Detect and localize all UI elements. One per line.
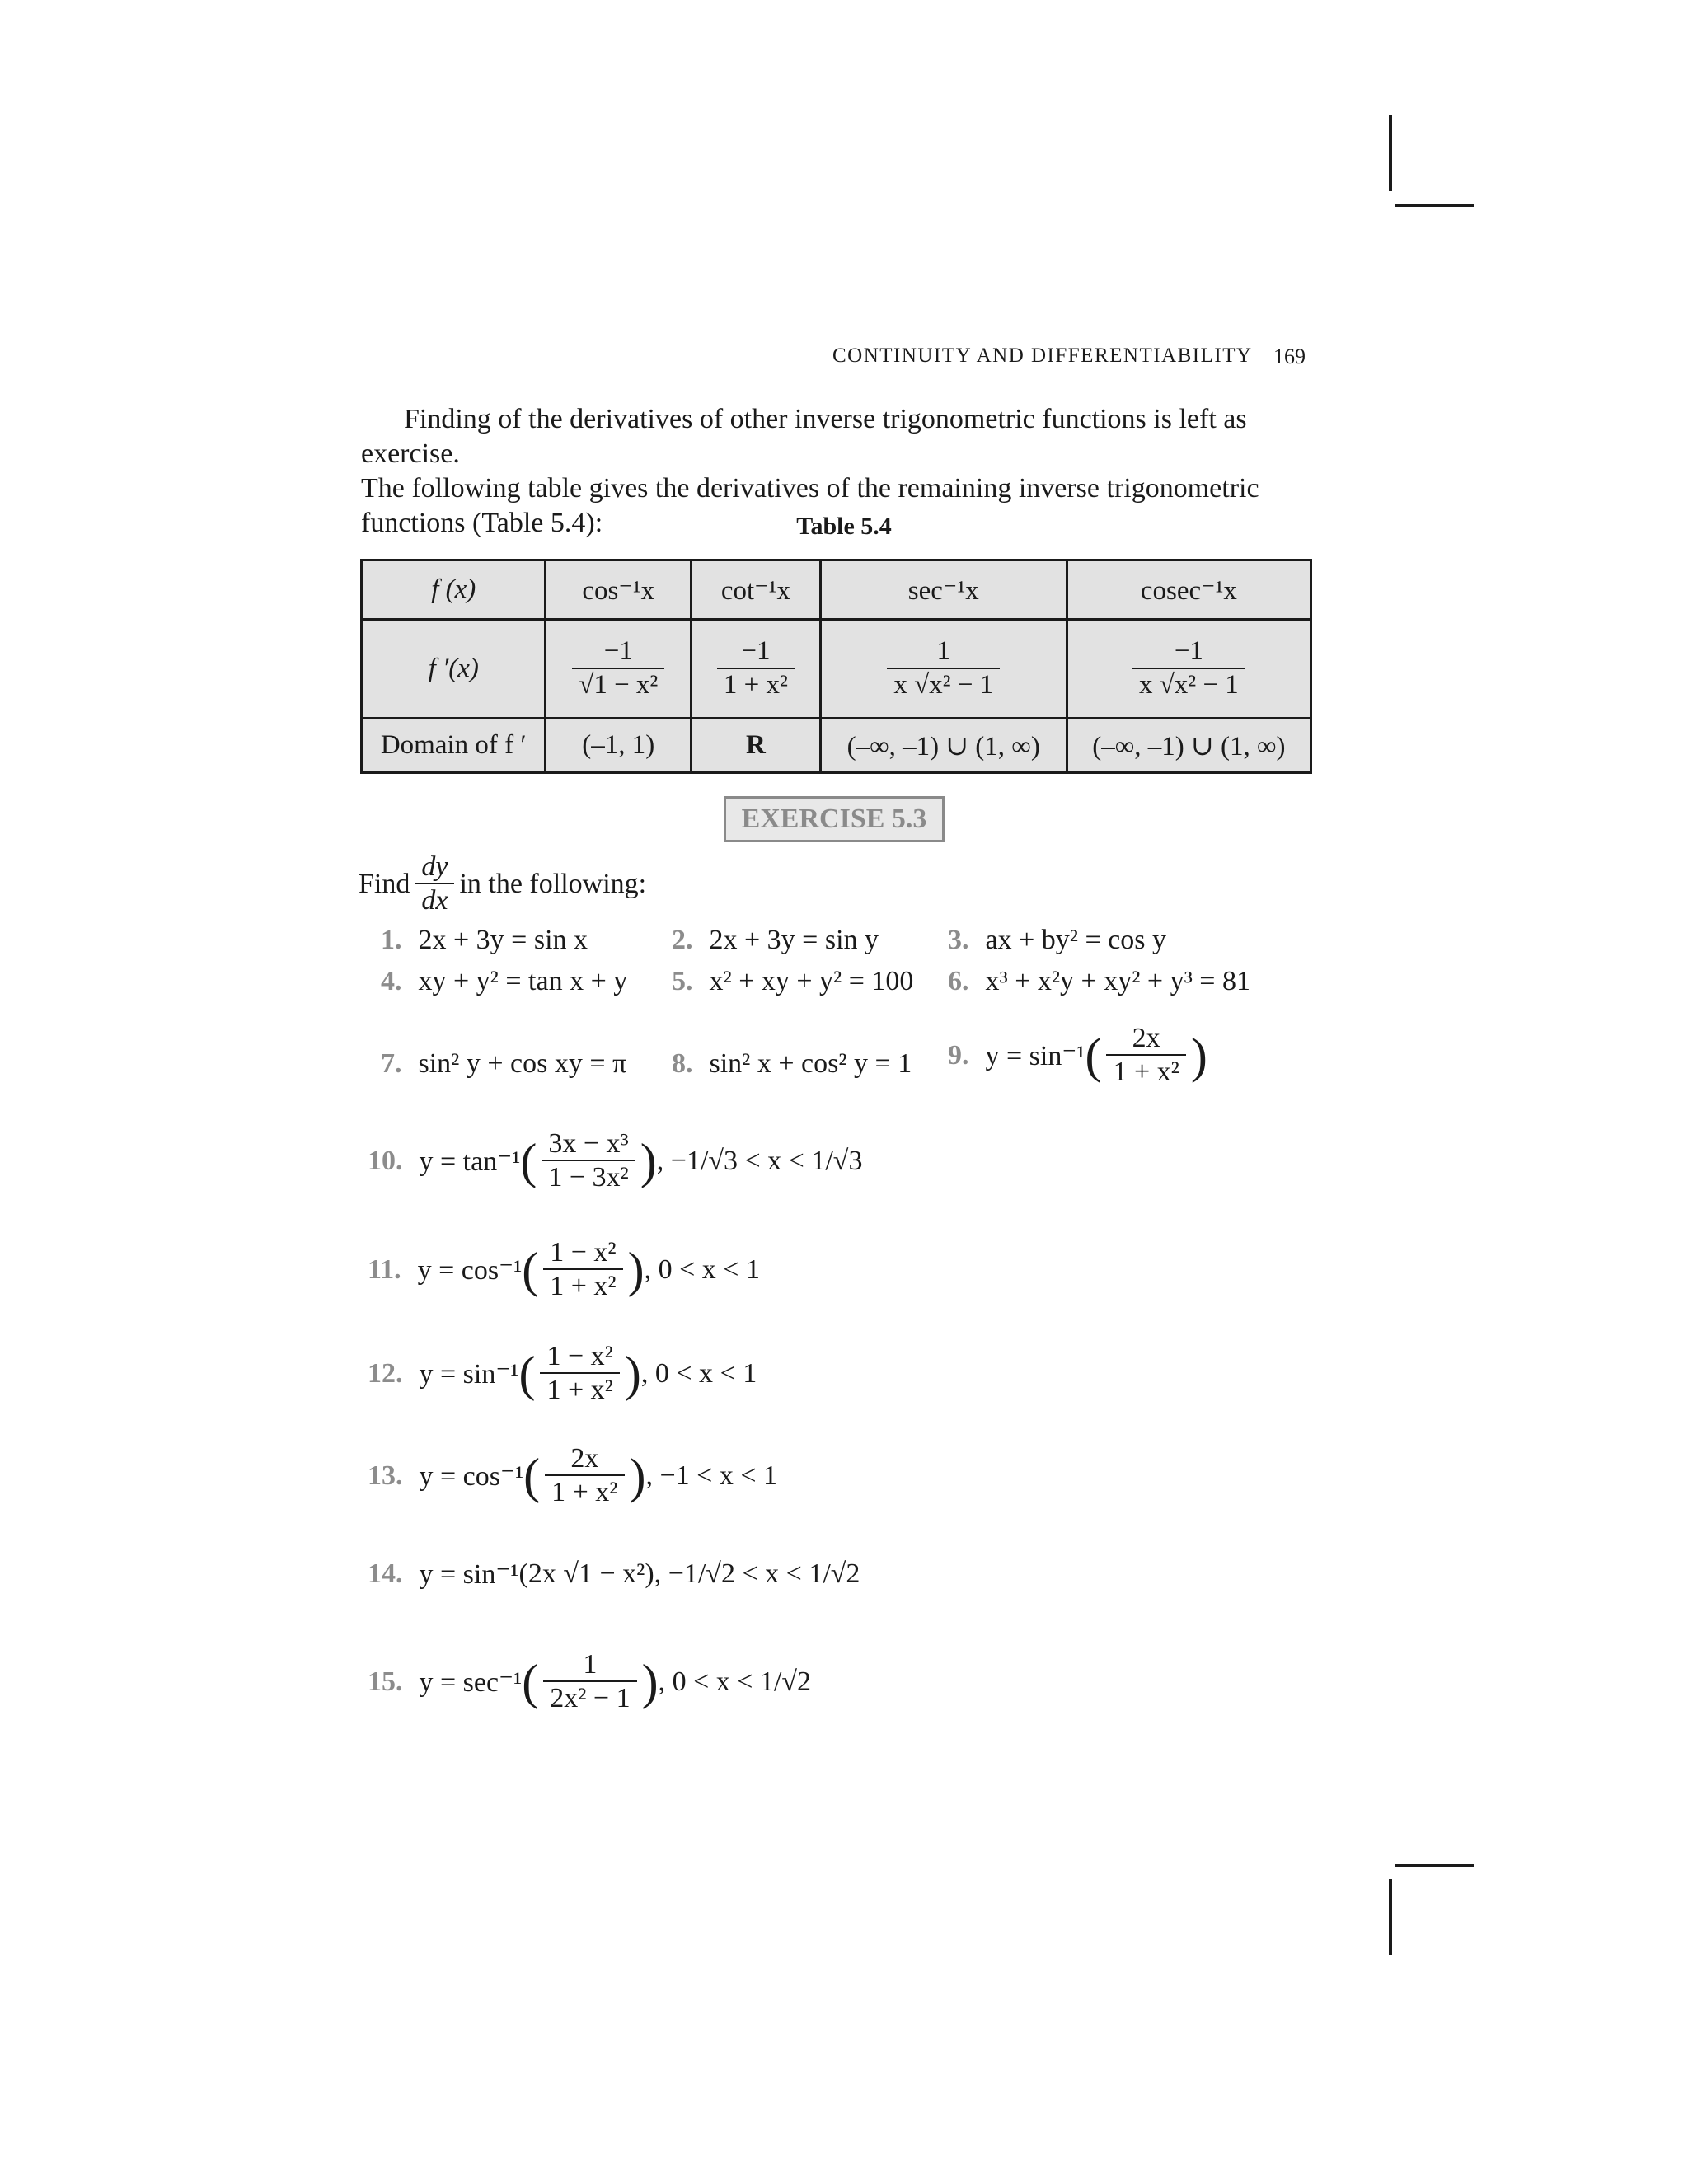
row-label: f (x)	[362, 560, 546, 620]
prompt-rest: in the following:	[459, 868, 647, 899]
table-cell: (–∞, –1) ∪ (1, ∞)	[820, 719, 1067, 773]
table-cell: cot⁻¹x	[692, 560, 821, 620]
crop-mark	[1395, 204, 1474, 207]
exercise-prompt	[359, 851, 646, 918]
table-cell: cos⁻¹x	[546, 560, 692, 620]
question-3: 3. ax + by² = cos y	[948, 925, 1166, 955]
table-cell: (–∞, –1) ∪ (1, ∞)	[1067, 719, 1311, 773]
question-11: 11. y = cos⁻¹ ( $\frac{\text{1 − x²}}{\text{1 + x²}}$ ) , 0 < x < 1	[368, 1236, 760, 1304]
table-cell	[546, 620, 692, 719]
dy-dx-fraction: $\frac{dy}{dx}$	[415, 851, 454, 918]
question-1: 1. 2x + 3y = sin x	[381, 925, 588, 955]
table-row	[362, 620, 1311, 719]
crop-mark	[1395, 1864, 1474, 1867]
table-cell: (–1, 1)	[546, 719, 692, 773]
question-9: 9. y = sin⁻¹ ( $\frac{2x}{\text{1 + x²}}$ )	[948, 1022, 1207, 1090]
question-8: 8. sin² x + cos² y = 1	[672, 1048, 912, 1079]
table-cell: cosec⁻¹x	[1067, 560, 1311, 620]
table-row	[362, 719, 1311, 773]
question-10: 10. y = tan⁻¹ ( $\frac{\text{3x − x³}}{\text{1 − 3x²}}$ ) , −1/√3 < x < 1/√3	[368, 1127, 862, 1195]
table-caption: Table 5.4	[796, 513, 892, 540]
question-5: 5. x² + xy + y² = 100	[672, 966, 914, 996]
intro-line-1: Finding of the derivatives of other inverse trigonometric functions is left as exercise.	[361, 404, 1247, 469]
row-label: Domain of f ′	[362, 719, 546, 773]
table-cell	[820, 620, 1067, 719]
table-cell: sec⁻¹x	[820, 560, 1067, 620]
fraction: $\frac{-1}{\text{x √x² − 1}}$	[1132, 636, 1245, 702]
exercise-title: EXERCISE 5.3	[724, 796, 945, 842]
crop-mark	[1389, 115, 1392, 191]
question-12: 12. y = sin⁻¹ ( $\frac{\text{1 − x²}}{\text{1 + x²}}$ ) , 0 < x < 1	[368, 1340, 757, 1408]
row-label: f ′(x)	[362, 620, 546, 719]
running-header: CONTINUITY AND DIFFERENTIABILITY	[832, 344, 1253, 367]
fraction: $\frac{-1}{\text{1 + x²}}$	[717, 636, 795, 702]
question-4: 4. xy + y² = tan x + y	[381, 966, 628, 996]
question-2: 2. 2x + 3y = sin y	[672, 925, 879, 955]
question-14: 14. y = sin⁻¹ (2x √1 − x²) , −1/√2 < x < 1/√2	[368, 1558, 860, 1590]
table-cell	[692, 620, 821, 719]
fraction: $\frac{1}{\text{x √x² − 1}}$	[887, 636, 1000, 702]
question-6: 6. x³ + x²y + xy² + y³ = 81	[948, 966, 1250, 996]
table-row	[362, 560, 1311, 620]
table-cell: R	[692, 719, 821, 773]
page-number: 169	[1273, 344, 1306, 368]
fraction: $\frac{-1}{\text{√1 − x²}}$	[572, 636, 664, 702]
question-15: 15. y = sec⁻¹ ( $\frac{1}{\text{2x² − 1}}$ ) , 0 < x < 1/√2	[368, 1648, 811, 1716]
question-7: 7. sin² y + cos xy = π	[381, 1048, 627, 1079]
crop-mark	[1389, 1879, 1392, 1955]
derivative-table	[360, 559, 1312, 774]
prompt-find: Find	[359, 868, 410, 899]
question-13: 13. y = cos⁻¹ ( $\frac{2x}{\text{1 + x²}}$ ) , −1 < x < 1	[368, 1442, 777, 1510]
intro-line-2: The following table gives the derivatives of the remaining inverse trigonometric functions (Table 5.4):	[361, 473, 1259, 538]
table-cell	[1067, 620, 1311, 719]
